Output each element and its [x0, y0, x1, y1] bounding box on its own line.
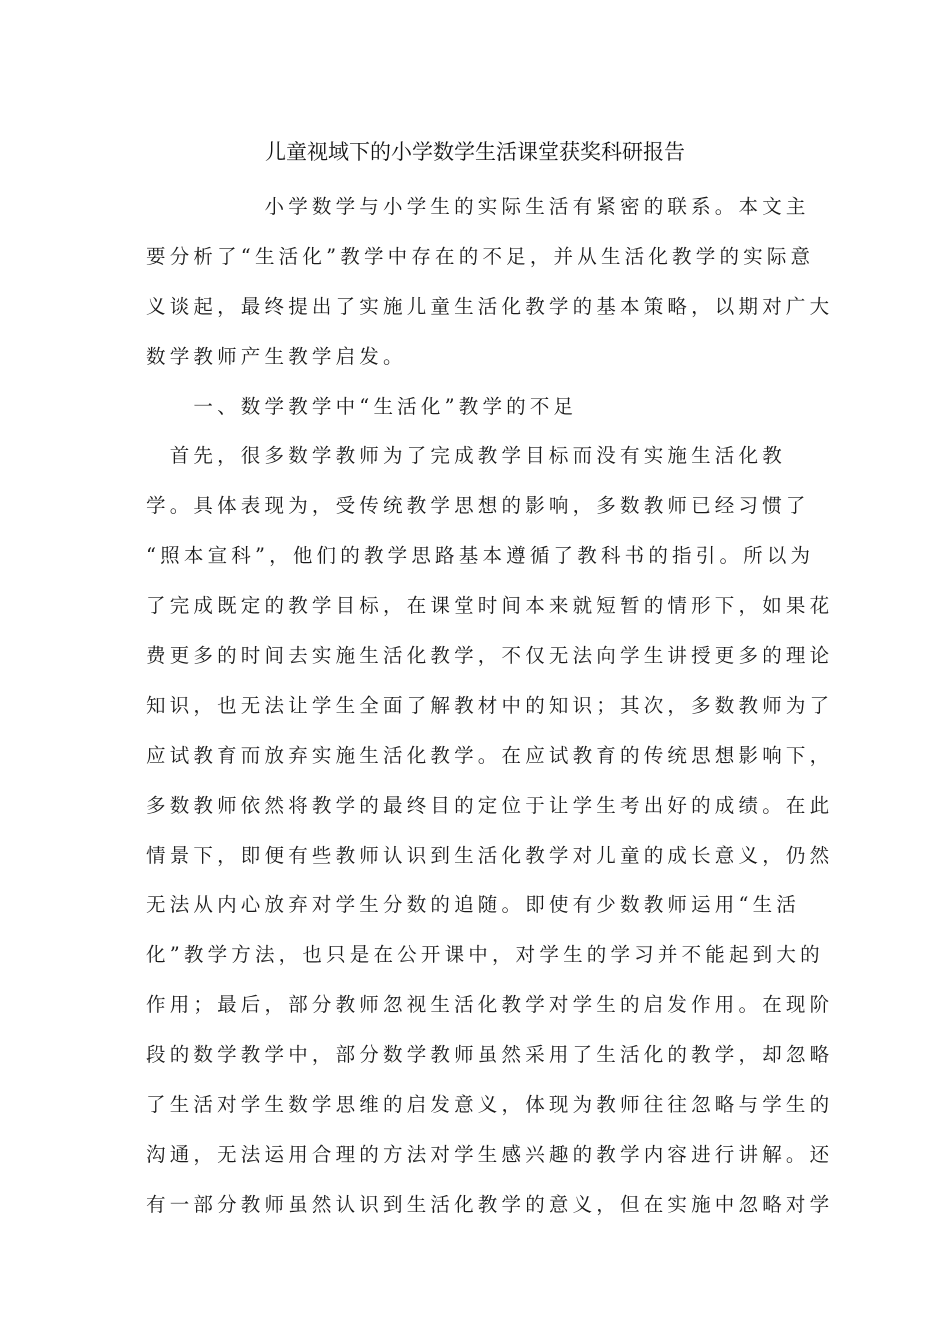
document-body [146, 182, 834, 1230]
body-line: 作用；最后，部分教师忽视生活化教学对学生的启发作用。在现阶 [146, 993, 834, 1017]
body-line: 了生活对学生数学思维的启发意义，体现为教师往往忽略与学生的 [146, 1093, 834, 1117]
body-line: 有一部分教师虽然认识到生活化教学的意义，但在实施中忽略对学 [146, 1192, 834, 1216]
body-line: 多数教师依然将教学的最终目的定位于让学生考出好的成绩。在此 [146, 793, 834, 817]
document-title: 儿童视域下的小学数学生活课堂获奖科研报告 [265, 140, 685, 164]
body-line: 情景下，即便有些教师认识到生活化教学对儿童的成长意义，仍然 [146, 843, 834, 867]
body-line: 了完成既定的教学目标，在课堂时间本来就短暂的情形下，如果花 [146, 594, 834, 618]
body-line: 化”教学方法，也只是在公开课中，对学生的学习并不能起到大的 [146, 943, 824, 967]
body-line: 学。具体表现为，受传统教学思想的影响，多数教师已经习惯了 [146, 494, 810, 518]
body-line: 沟通，无法运用合理的方法对学生感兴趣的教学内容进行讲解。还 [146, 1142, 834, 1166]
body-line: 要分析了“生活化”教学中存在的不足，并从生活化教学的实际意 [146, 244, 815, 268]
body-line: 首先，很多数学教师为了完成教学目标而没有实施生活化教 [146, 444, 786, 468]
body-line: 义谈起，最终提出了实施儿童生活化教学的基本策略，以期对广大 [146, 294, 834, 318]
body-line: 费更多的时间去实施生活化教学，不仅无法向学生讲授更多的理论 [146, 644, 834, 668]
body-line: 应试教育而放弃实施生活化教学。在应试教育的传统思想影响下， [146, 743, 834, 767]
body-line: 数学教师产生教学启发。 [146, 344, 407, 368]
body-line: 小学数学与小学生的实际生活有紧密的联系。本文主 [146, 195, 810, 218]
body-line: 知识，也无法让学生全面了解教材中的知识；其次，多数教师为了 [146, 693, 834, 717]
body-line: 无法从内心放弃对学生分数的追随。即使有少数教师运用“生活 [146, 893, 801, 917]
section-heading: 一、数学教学中“生活化”教学的不足 [146, 394, 578, 418]
body-line: 段的数学教学中，部分数学教师虽然采用了生活化的教学，却忽略 [146, 1043, 834, 1067]
body-line: “照本宣科”，他们的教学思路基本遵循了教科书的指引。所以为 [146, 544, 815, 568]
